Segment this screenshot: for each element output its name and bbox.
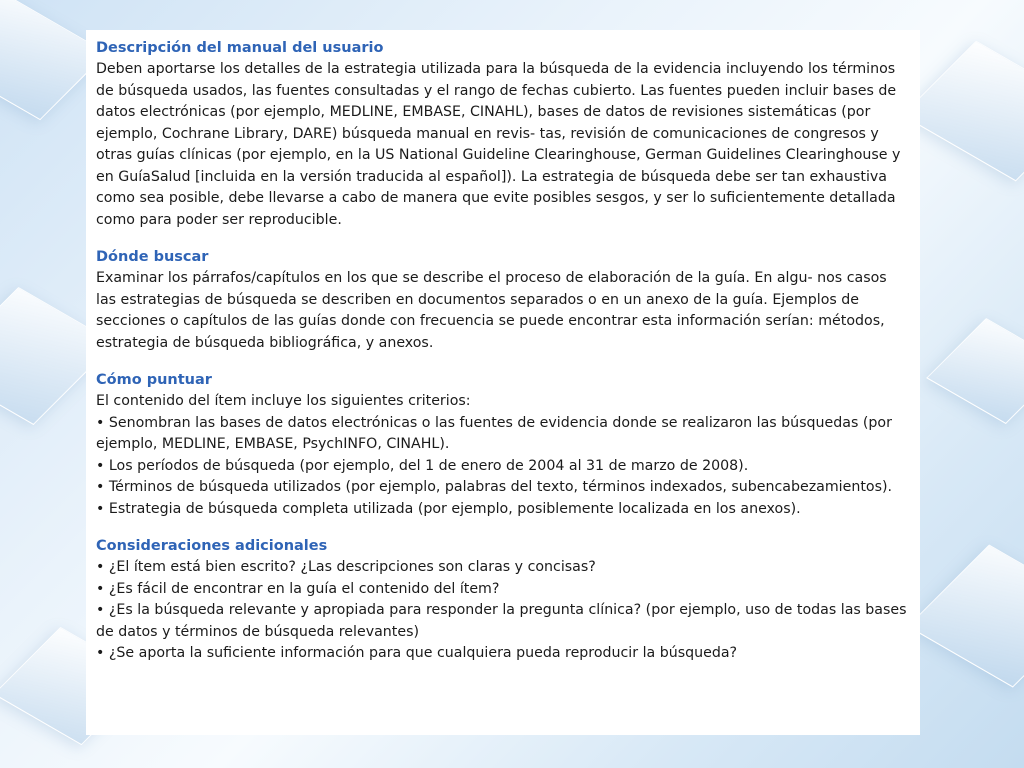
list-item: • ¿Se aporta la suficiente información para que cualquiera pueda reproducir la búsqueda? bbox=[96, 643, 910, 665]
list-item: • Términos de búsqueda utilizados (por ejemplo, palabras del texto, términos indexados, subencabezamientos). bbox=[96, 477, 910, 499]
decor-cube bbox=[907, 545, 1024, 688]
list-item: • Senombran las bases de datos electrónicas o las fuentes de evidencia donde se realizaron las búsquedas (por ejemplo, MEDLINE, EMBASE, PsychINFO, CINAHL). bbox=[96, 413, 910, 456]
section-intro: El contenido del ítem incluye los siguientes criterios: bbox=[96, 393, 471, 409]
decor-cube bbox=[926, 318, 1024, 424]
section-paragraph: Deben aportarse los detalles de la estrategia utilizada para la búsqueda de la evidencia incluyendo los términos de búsqueda usados, las fuentes consultadas y el rango de fechas cubierto. Las fuentes pueden incluir bases de datos electrónicas (por ejemplo, MEDLINE, EMBASE, CINAHL), bases de datos de revisiones sistemáticas (por ejemplo, Cochrane Library, DARE) búsqueda manual en revis- tas, revisión de comunicaciones de congresos y otras guías clínicas (por ejemplo, en la US National Guideline Clearinghouse, German Guidelines Clearinghouse y en GuíaSalud [incluida en la versión traducida al español]). La estrategia de búsqueda debe ser tan exhaustiva como sea posible, debe llevarse a cabo de manera que evite posibles sesgos, y ser lo suficientemente detallada como para poder ser reproducible. bbox=[96, 61, 901, 228]
section-paragraph: Examinar los párrafos/capítulos en los que se describe el proceso de elaboración de la guía. En algu- nos casos las estrategias de búsqueda se describen en documentos separados o en un anexo de la guía. Ejemplos de secciones o capítulos de las guías donde con frecuencia se puede encontrar esta información serían: métodos, estrategia de búsqueda bibliográfica, y anexos. bbox=[96, 270, 887, 351]
section-title: Cómo puntuar bbox=[96, 372, 212, 388]
section-title: Dónde buscar bbox=[96, 249, 209, 265]
section-donde-buscar bbox=[96, 247, 910, 354]
list-item: • ¿El ítem está bien escrito? ¿Las descripciones son claras y concisas? bbox=[96, 557, 910, 579]
section-title: Descripción del manual del usuario bbox=[96, 40, 384, 56]
section-consideraciones bbox=[96, 536, 910, 665]
document-panel bbox=[86, 30, 920, 735]
section-title: Consideraciones adicionales bbox=[96, 538, 328, 554]
list-item: • Estrategia de búsqueda completa utilizada (por ejemplo, posiblemente localizada en los anexos). bbox=[96, 499, 910, 521]
section-como-puntuar bbox=[96, 370, 910, 520]
list-item: • ¿Es fácil de encontrar en la guía el contenido del ítem? bbox=[96, 579, 910, 601]
list-item: • Los períodos de búsqueda (por ejemplo, del 1 de enero de 2004 al 31 de marzo de 2008). bbox=[96, 456, 910, 478]
section-descripcion bbox=[96, 38, 910, 231]
list-item: • ¿Es la búsqueda relevante y apropiada para responder la pregunta clínica? (por ejemplo, uso de todas las bases de datos y términos de búsqueda relevantes) bbox=[96, 600, 910, 643]
